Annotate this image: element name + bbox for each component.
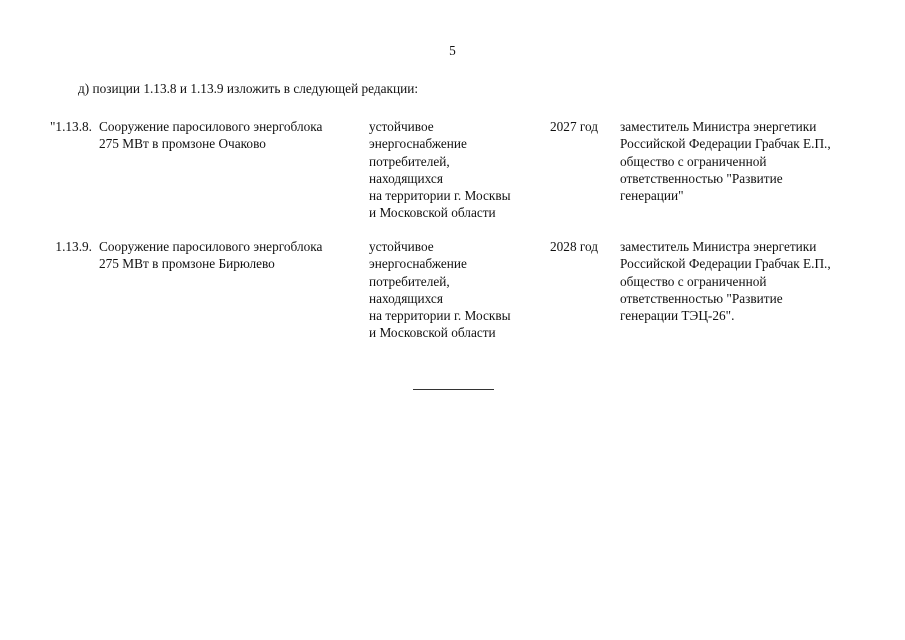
text-line: общество с ограниченной	[620, 153, 767, 169]
text-line: ответственностью "Развитие	[620, 290, 783, 306]
project-name	[99, 238, 361, 273]
text-line: 275 МВт в промзоне Очаково	[99, 136, 266, 152]
text-line: Российской Федерации Грабчак Е.П.,	[620, 136, 831, 152]
text-line: и Московской области	[369, 325, 496, 341]
position-number: "1.13.8.	[50, 119, 92, 134]
project-purpose	[369, 118, 539, 222]
completion-year: 2027 год	[550, 119, 599, 134]
page-number: 5	[449, 43, 456, 58]
position-number: 1.13.9.	[55, 239, 92, 254]
project-name	[99, 118, 361, 153]
text-line: потребителей,	[369, 273, 450, 289]
text-line: находящихся	[369, 290, 443, 306]
text-line: заместитель Министра энергетики	[620, 239, 817, 254]
text-line: на территории г. Москвы	[369, 308, 511, 324]
responsible-parties	[620, 118, 890, 204]
text-line: находящихся	[369, 170, 443, 186]
text-line: генерации ТЭЦ-26".	[620, 308, 735, 324]
text-line: общество с ограниченной	[620, 273, 767, 289]
text-line: 275 МВт в промзоне Бирюлево	[99, 256, 275, 272]
amendment-intro: д) позиции 1.13.8 и 1.13.9 изложить в следующей редакции:	[78, 81, 419, 96]
text-line: энергоснабжение	[369, 256, 467, 272]
text-line: генерации"	[620, 188, 684, 204]
responsible-parties	[620, 238, 890, 324]
project-purpose	[369, 238, 539, 342]
text-line: и Московской области	[369, 205, 496, 221]
text-line: Сооружение паросилового энергоблока	[99, 239, 323, 254]
text-line: заместитель Министра энергетики	[620, 119, 817, 134]
text-line: ответственностью "Развитие	[620, 170, 783, 186]
end-divider	[413, 389, 494, 390]
completion-year: 2028 год	[550, 239, 599, 254]
text-line: потребителей,	[369, 153, 450, 169]
text-line: Сооружение паросилового энергоблока	[99, 119, 323, 134]
text-line: на территории г. Москвы	[369, 188, 511, 204]
text-line: устойчивое	[369, 239, 434, 254]
text-line: энергоснабжение	[369, 136, 467, 152]
text-line: устойчивое	[369, 119, 434, 134]
text-line: Российской Федерации Грабчак Е.П.,	[620, 256, 831, 272]
